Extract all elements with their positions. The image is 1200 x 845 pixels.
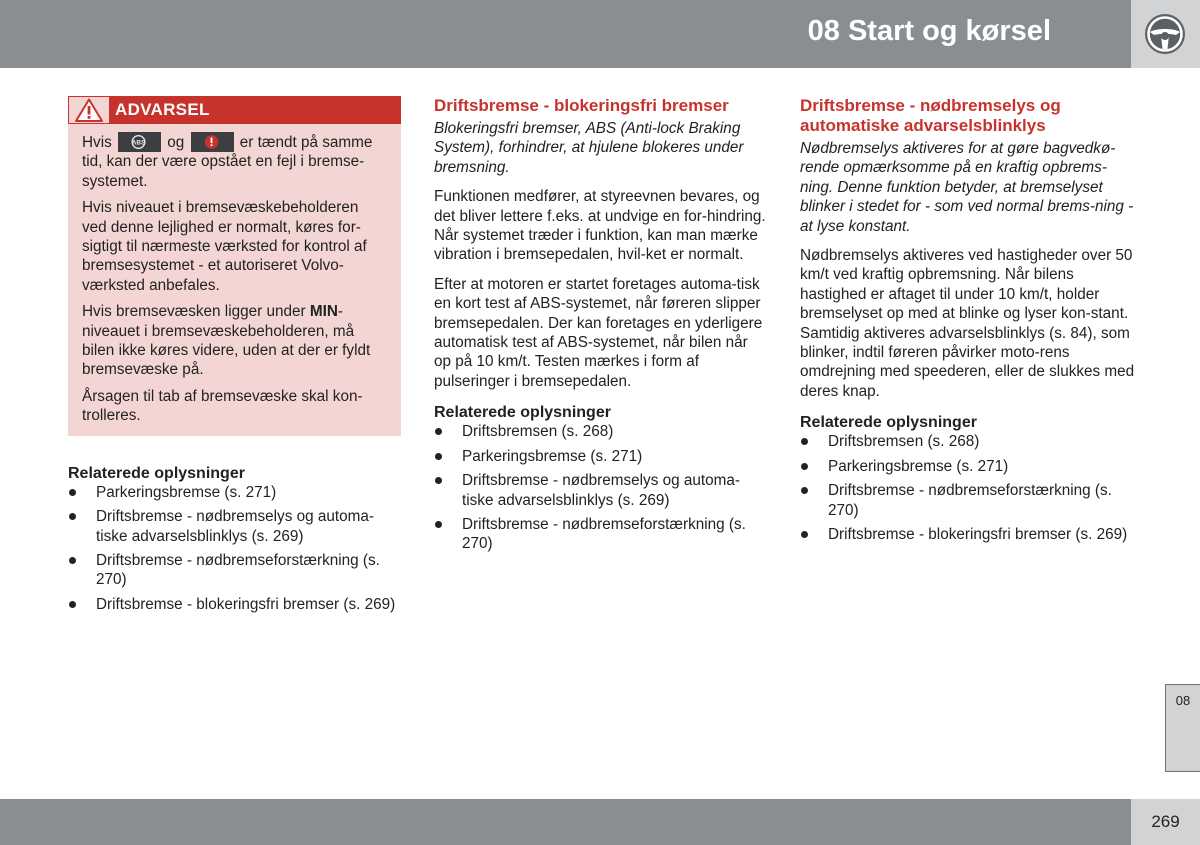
related-link[interactable]: Parkeringsbremse (s. 271) — [462, 447, 643, 465]
body-paragraph: Funktionen medfører, at styreevnen bevares, og det bliver lettere f.eks. at undvige en for-hindring. Når systemet træder i funktion, kan man mærke vibration i bremsepedalen, hvil-ket er normalt. — [434, 188, 766, 264]
column-3 — [800, 96, 1135, 549]
column-2 — [434, 96, 766, 559]
warning-triangle-box — [69, 97, 109, 123]
related-link[interactable]: Parkeringsbremse (s. 271) — [828, 457, 1009, 475]
body-paragraph: Nødbremselys aktiveres ved hastigheder over 50 km/t ved kraftig opbremsning. Når bilens hastighed er aftaget til under 10 km/t, holder bremselyset op med at blinke og lyser kon-stant. Samtidig aktiveres advarselsblinklys (s. 84), som blinker, indtil føreren påvirker moto-rens omdrejning med speederen, eller de slukkes med deres knap. — [800, 247, 1135, 400]
related-item[interactable] — [68, 507, 401, 546]
section-intro: Blokeringsfri bremser, ABS (Anti-lock Braking System), forhindrer, at hjulene blokeres under bremsning. — [434, 120, 744, 176]
related-item[interactable] — [434, 422, 766, 441]
related-link[interactable]: Driftsbremse - blokeringsfri bremser (s. 269) — [96, 595, 396, 613]
bullet-icon — [801, 463, 808, 470]
svg-text:ABS: ABS — [131, 139, 146, 147]
header-bar — [0, 0, 1131, 68]
warning-text: og — [167, 134, 185, 151]
warning-text: Hvis bremsevæsken ligger under — [82, 303, 310, 321]
related-link[interactable]: Parkeringsbremse (s. 271) — [96, 483, 277, 501]
section-heading: Driftsbremse - blokeringsfri bremser — [434, 96, 729, 115]
warning-paragraph-4: Årsagen til tab af bremsevæske skal kon-trolleres. — [82, 387, 363, 425]
chapter-title: 08 Start og kørsel — [807, 15, 1051, 47]
related-heading: Relaterede oplysninger — [434, 404, 611, 422]
bullet-icon — [435, 453, 442, 460]
bullet-icon — [435, 428, 442, 435]
related-item[interactable] — [434, 515, 766, 554]
related-link[interactable]: Driftsbremsen (s. 268) — [462, 423, 614, 441]
related-link[interactable]: Driftsbremse - nødbremselys og automa-tiske advarselsblinklys (s. 269) — [96, 508, 374, 545]
related-heading: Relaterede oplysninger — [68, 464, 245, 482]
column-1 — [68, 96, 401, 619]
page-number: 269 — [1151, 812, 1180, 831]
related-link[interactable]: Driftsbremse - nødbremselys og automa-tiske advarselsblinklys (s. 269) — [462, 472, 740, 509]
related-item[interactable] — [68, 483, 401, 502]
bullet-icon — [435, 521, 442, 528]
related-list — [68, 483, 401, 614]
section-intro: Nødbremselys aktiveres for at gøre bagvedkø-rende opmærksomme på en kraftig opbrems-ning. Denne funktion betyder, at bremselyset blinker i stedet for - som ved normal brems-ning - at lyse konstant. — [800, 140, 1134, 235]
warning-text: -niveauet i bremsevæskebeholderen, må bilen ikke køres videre, uden at der er fyldt bremsevæske på. — [82, 303, 371, 379]
brake-warning-indicator-icon — [191, 132, 234, 152]
related-link[interactable]: Driftsbremsen (s. 268) — [828, 433, 980, 451]
footer-bar — [0, 799, 1131, 845]
bullet-icon — [435, 477, 442, 484]
warning-triangle-icon — [75, 98, 103, 122]
warning-body — [68, 124, 401, 426]
warning-paragraph-2: Hvis niveauet i bremsevæskebeholderen ved denne lejlighed er normalt, køres for-sigtigt til nærmeste værksted for kontrol af bremsesystemet - et autoriseret Volvo-værksted anbefales. — [82, 199, 367, 294]
page-number-box — [1131, 799, 1200, 845]
bullet-icon — [69, 513, 76, 520]
related-heading: Relaterede oplysninger — [800, 414, 977, 432]
related-item[interactable] — [800, 457, 1135, 476]
warning-paragraph-1 — [82, 132, 387, 191]
related-link[interactable]: Driftsbremse - nødbremseforstærkning (s. 270) — [462, 515, 746, 553]
related-item[interactable] — [800, 525, 1135, 544]
warning-bold-text: MIN — [309, 303, 338, 321]
bullet-icon — [801, 438, 808, 445]
section-heading: Driftsbremse - nødbremselys og automatiske advarselsblinklys — [800, 96, 1061, 135]
warning-text: Hvis — [82, 134, 112, 151]
section-body — [434, 187, 766, 391]
chapter-icon-box — [1131, 0, 1200, 68]
related-item[interactable] — [800, 481, 1135, 520]
warning-text: er tændt på samme tid, kan der være opstået en fejl i bremse-systemet. — [82, 134, 373, 190]
related-link[interactable]: Driftsbremse - nødbremseforstærkning (s. 270) — [828, 482, 1112, 519]
bullet-icon — [69, 489, 76, 496]
warning-header — [68, 96, 401, 124]
warning-paragraph-3 — [82, 302, 387, 380]
bullet-icon — [801, 487, 808, 494]
warning-box — [68, 96, 401, 436]
warning-title: ADVARSEL — [115, 100, 210, 120]
related-item[interactable] — [68, 595, 401, 614]
related-item[interactable] — [434, 447, 766, 466]
related-link[interactable]: Driftsbremse - nødbremseforstærkning (s. 270) — [96, 551, 380, 589]
side-tab-label: 08 — [1175, 693, 1191, 708]
related-item[interactable] — [434, 471, 766, 510]
related-item[interactable] — [800, 432, 1135, 451]
related-list — [800, 432, 1135, 544]
bullet-icon — [69, 601, 76, 608]
related-item[interactable] — [68, 551, 401, 590]
body-paragraph: Efter at motoren er startet foretages automa-tisk en kort test af ABS-systemet, når føreren slipper bremsepedalen. Der kan foretages en yderligere automatisk test af ABS-systemet, når bilen når op på 10 km/t. Testen mærkes i form af pulseringer i bremsepedalen. — [434, 275, 763, 390]
bullet-icon — [69, 557, 76, 564]
related-list — [434, 422, 766, 553]
abs-indicator-icon — [118, 132, 161, 152]
section-body — [800, 246, 1135, 401]
steering-wheel-icon — [1143, 12, 1187, 56]
bullet-icon — [801, 531, 808, 538]
chapter-side-tab[interactable] — [1165, 684, 1200, 772]
related-link[interactable]: Driftsbremse - blokeringsfri bremser (s. 269) — [828, 525, 1128, 543]
